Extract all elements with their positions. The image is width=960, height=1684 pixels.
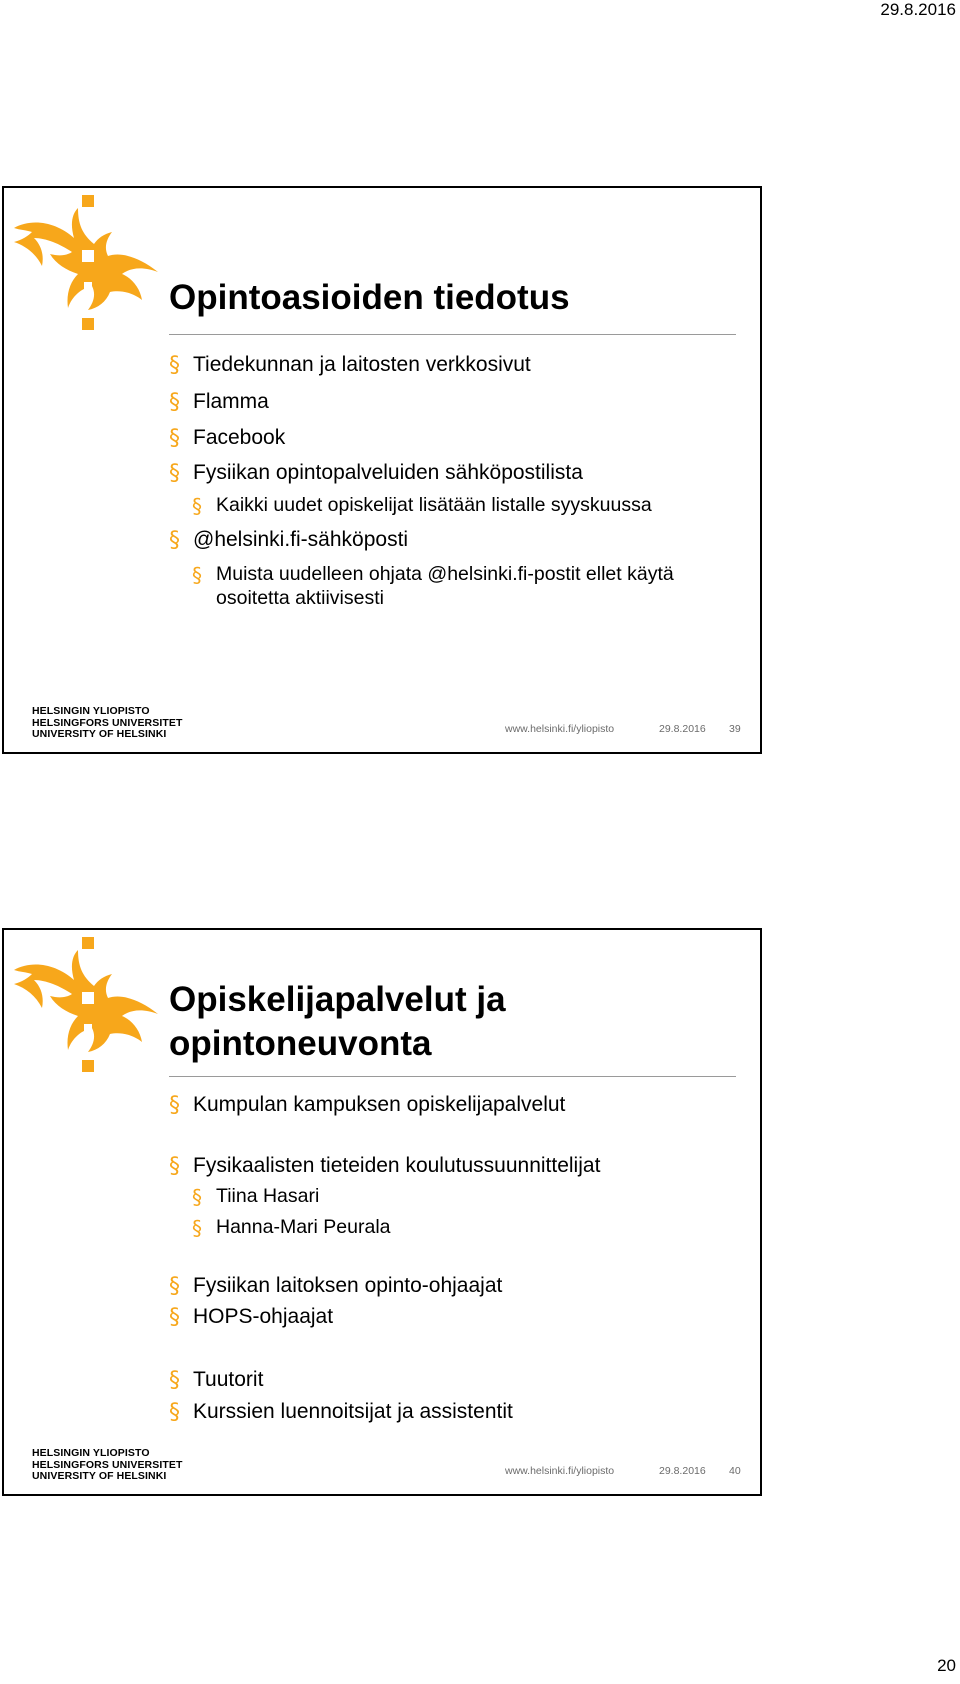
page-date: 29.8.2016 <box>880 0 956 19</box>
bullet-text: Tiina Hasari <box>216 1185 320 1207</box>
list-item <box>169 1215 736 1239</box>
bullet-text: @helsinki.fi-sähköposti <box>193 528 409 551</box>
slide-number: 39 <box>729 723 741 735</box>
section-sign-bullet-icon: § <box>192 563 202 587</box>
bullet-text: Kaikki uudet opiskelijat lisätään listalle syyskuussa <box>216 494 652 516</box>
section-sign-bullet-icon: § <box>192 1216 202 1240</box>
university-name-sv: HELSINGFORS UNIVERSITET <box>32 716 183 729</box>
list-item <box>169 389 736 414</box>
bullet-text: Flamma <box>193 390 269 413</box>
section-sign-bullet-icon: § <box>169 1154 180 1179</box>
section-sign-bullet-icon: § <box>169 1400 180 1425</box>
list-item <box>169 562 736 610</box>
bullet-text: Fysiikan laitoksen opinto-ohjaajat <box>193 1274 503 1297</box>
list-item <box>169 460 736 485</box>
list-item <box>169 425 736 450</box>
list-item <box>169 493 736 517</box>
slide-title: Opiskelijapalvelut ja opintoneuvonta <box>169 980 506 1063</box>
section-sign-bullet-icon: § <box>169 528 180 553</box>
list-item <box>169 1399 736 1424</box>
bullet-text: Tuutorit <box>193 1368 264 1391</box>
bullet-text: Hanna-Mari Peurala <box>216 1216 391 1238</box>
bullet-text: HOPS-ohjaajat <box>193 1305 334 1328</box>
list-item <box>169 1367 736 1392</box>
section-sign-bullet-icon: § <box>169 426 180 451</box>
section-sign-bullet-icon: § <box>169 390 180 415</box>
title-divider <box>169 334 736 335</box>
section-sign-bullet-icon: § <box>169 1274 180 1299</box>
bullet-list <box>169 1092 736 1424</box>
section-sign-bullet-icon: § <box>169 1368 180 1393</box>
section-sign-bullet-icon: § <box>169 353 180 378</box>
bullet-text: Fysikaalisten tieteiden koulutussuunnittelijat <box>193 1154 601 1177</box>
section-sign-bullet-icon: § <box>169 1305 180 1330</box>
university-name-fi: HELSINGIN YLIOPISTO <box>32 705 150 717</box>
slide-40 <box>2 928 762 1496</box>
helsinki-flame-logo-icon <box>12 936 162 1076</box>
helsinki-flame-logo-icon <box>12 194 162 334</box>
slide-39 <box>2 186 762 754</box>
slide-number: 40 <box>729 1465 741 1477</box>
section-sign-bullet-icon: § <box>169 461 180 486</box>
list-item <box>169 1184 736 1208</box>
list-item <box>169 352 736 377</box>
bullet-text: Kumpulan kampuksen opiskelijapalvelut <box>193 1093 566 1116</box>
university-name-sv: HELSINGFORS UNIVERSITET <box>32 1458 183 1471</box>
university-name <box>32 706 182 741</box>
list-item <box>169 1153 736 1178</box>
university-name-en: UNIVERSITY OF HELSINKI <box>32 1470 167 1482</box>
bullet-text: Muista uudelleen ohjata @helsinki.fi-postit ellet käytä osoitetta aktiivisesti <box>216 563 674 609</box>
section-sign-bullet-icon: § <box>192 1185 202 1209</box>
section-sign-bullet-icon: § <box>192 494 202 518</box>
title-divider <box>169 1076 736 1077</box>
list-item <box>169 527 736 552</box>
footer-date: 29.8.2016 <box>659 1465 706 1477</box>
footer-date: 29.8.2016 <box>659 723 706 735</box>
footer-url: www.helsinki.fi/yliopisto <box>505 1465 615 1477</box>
bullet-text: Fysiikan opintopalveluiden sähköpostilista <box>193 461 583 484</box>
university-name-en: UNIVERSITY OF HELSINKI <box>32 728 167 740</box>
section-sign-bullet-icon: § <box>169 1093 180 1118</box>
list-item <box>169 1304 736 1329</box>
university-name-fi: HELSINGIN YLIOPISTO <box>32 1447 150 1459</box>
footer-url: www.helsinki.fi/yliopisto <box>505 723 615 735</box>
slide-title: Opintoasioiden tiedotus <box>169 278 570 317</box>
bullet-text: Tiedekunnan ja laitosten verkkosivut <box>193 353 531 376</box>
bullet-list <box>169 352 736 610</box>
list-item <box>169 1273 736 1298</box>
bullet-text: Kurssien luennoitsijat ja assistentit <box>193 1400 513 1423</box>
page-number: 20 <box>937 1656 956 1675</box>
list-item <box>169 1092 736 1117</box>
bullet-text: Facebook <box>193 426 286 449</box>
university-name <box>32 1448 182 1483</box>
